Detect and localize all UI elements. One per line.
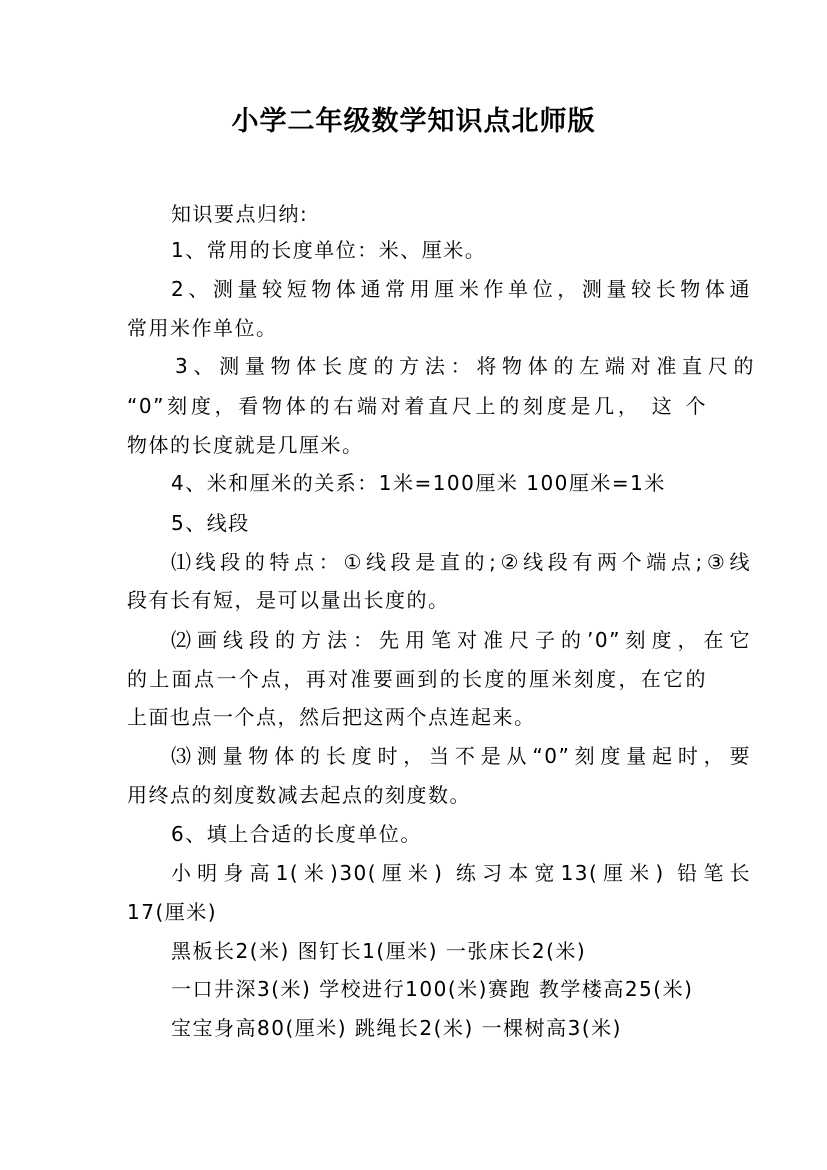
paragraph-line: 1、常用的长度单位：米、厘米。	[171, 238, 487, 262]
paragraph-line: 小明身高1(米)30(厘米) 练习本宽13(厘米) 铅笔长	[171, 861, 751, 885]
paragraph-line: 物体的长度就是几厘米。	[127, 433, 364, 457]
paragraph-line: 6、填上合适的长度单位。	[171, 822, 422, 846]
paragraph-line: 常用米作单位。	[127, 316, 278, 340]
paragraph-line: 的上面点一个点，再对准要画到的长度的厘米刻度，在它的	[127, 667, 707, 691]
paragraph-line: 2、测量较短物体通常用厘米作单位，测量较长物体通	[171, 277, 751, 301]
paragraph-line: ⑵画线段的方法：先用笔对准尺子的’0”刻度，在它	[171, 628, 751, 652]
paragraph-line: 5、线段	[171, 511, 250, 535]
document-title: 小学二年级数学知识点北师版	[231, 106, 596, 137]
paragraph-line: 黑板长2(米) 图钉长1(厘米) 一张床长2(米)	[171, 939, 587, 963]
paragraph-line: 17(厘米)	[127, 900, 218, 924]
paragraph-line: 4、米和厘米的关系：1米=100厘米 100厘米=1米	[171, 471, 666, 495]
paragraph-line: 宝宝身高80(厘米) 跳绳长2(米) 一棵树高3(米)	[171, 1016, 622, 1040]
paragraph-line: 用终点的刻度数减去起点的刻度数。	[127, 783, 471, 807]
paragraph-line: ⑶测量物体的长度时，当不是从“0”刻度量起时，要	[171, 744, 751, 768]
paragraph-line: 上面也点一个点，然后把这两个点连起来。	[127, 705, 536, 729]
paragraph-line: 3、测量物体长度的方法：将物体的左端对准直尺的	[175, 354, 755, 378]
paragraph-line: ⑴线段的特点：①线段是直的;②线段有两个端点;③线	[171, 550, 751, 574]
paragraph-line: “0”刻度，看物体的右端对着直尺上的刻度是几， 这 个	[127, 394, 707, 418]
section-heading: 知识要点归纳:	[171, 202, 309, 226]
paragraph-line: 一口井深3(米) 学校进行100(米)赛跑 教学楼高25(米)	[171, 977, 694, 1001]
paragraph-line: 段有长有短，是可以量出长度的。	[127, 588, 450, 612]
